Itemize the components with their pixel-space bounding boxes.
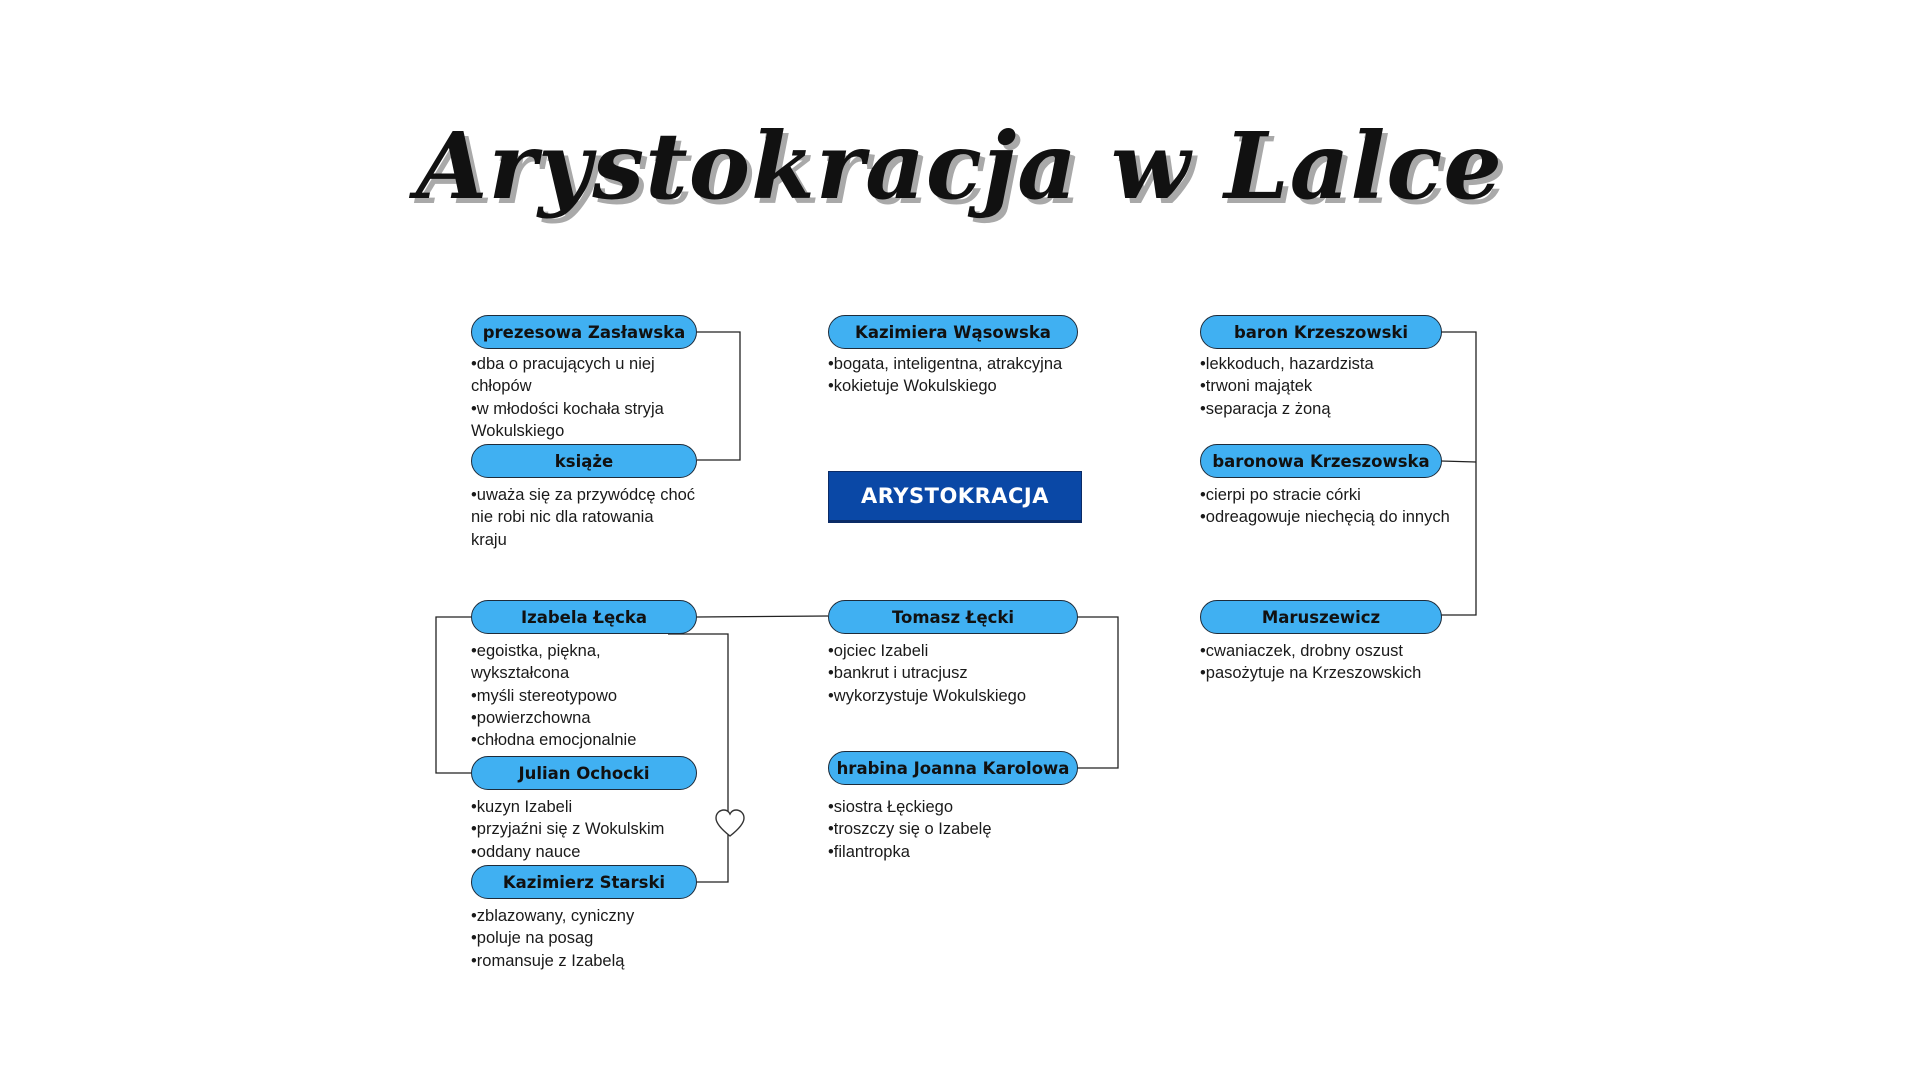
desc-baronowa <box>1200 484 1450 529</box>
desc-ochocki <box>471 796 664 863</box>
center-box-arystokracja: ARYSTOKRACJA <box>828 471 1082 523</box>
desc-line: •bankrut i utracjusz <box>828 664 968 683</box>
connector-baron-maruszewicz <box>1441 332 1476 615</box>
desc-tomasz <box>828 640 1026 707</box>
pill-zaslawska: prezesowa Zasławska <box>471 315 697 349</box>
connector-baronowa <box>1441 461 1476 462</box>
desc-line: •lekkoduch, hazardzista <box>1200 355 1374 373</box>
desc-baron <box>1200 353 1374 420</box>
desc-line: •w młodości kochała stryja <box>471 399 664 418</box>
desc-line: •cierpi po stracie córki <box>1200 486 1361 504</box>
pill-joanna: hrabina Joanna Karolowa <box>828 751 1078 785</box>
desc-line: •odreagowuje niechęcią do innych <box>1200 508 1450 527</box>
desc-line: •siostra Łęckiego <box>828 798 954 816</box>
pill-maruszewicz: Maruszewicz <box>1200 600 1442 634</box>
heart-icon <box>716 810 744 836</box>
desc-line: •poluje na posag <box>471 929 594 948</box>
desc-zaslawska <box>471 353 664 442</box>
connector-izabela-tomasz <box>697 616 828 617</box>
pill-tomasz: Tomasz Łęcki <box>828 600 1078 634</box>
desc-line: •wykorzystuje Wokulskiego <box>828 686 1027 705</box>
connector-tomasz-joanna <box>1076 617 1118 768</box>
desc-wasowska <box>828 353 1062 398</box>
desc-line: •kuzyn Izabeli <box>471 798 573 816</box>
desc-line: •filantropka <box>828 842 910 861</box>
desc-line: •troszczy się o Izabelę <box>828 820 992 839</box>
desc-line: •romansuje z Izabelą <box>471 951 625 970</box>
desc-line: •chłodna emocjonalnie <box>471 731 637 750</box>
desc-maruszewicz <box>1200 640 1421 685</box>
desc-line: •dba o pracujących u niej <box>471 355 655 373</box>
desc-line: •egoistka, piękna, <box>471 642 601 660</box>
connector-izabela-ochocki <box>436 617 471 773</box>
pill-wasowska: Kazimiera Wąsowska <box>828 315 1078 349</box>
connector-zaslawska-ksiaze <box>697 332 740 460</box>
desc-line: •zblazowany, cyniczny <box>471 907 635 925</box>
desc-line: •trwoni majątek <box>1200 377 1313 396</box>
desc-line: •bogata, inteligentna, atrakcyjna <box>828 355 1063 373</box>
desc-line: •uważa się za przywódcę choć <box>471 486 696 504</box>
desc-line: nie robi nic dla ratowania <box>471 508 654 527</box>
pill-ksiaze: książe <box>471 444 697 478</box>
desc-line: •kokietuje Wokulskiego <box>828 377 997 396</box>
desc-line: •separacja z żoną <box>1200 399 1331 418</box>
desc-line: kraju <box>471 530 507 549</box>
desc-line: •oddany nauce <box>471 842 581 861</box>
pill-baron: baron Krzeszowski <box>1200 315 1442 349</box>
pill-starski: Kazimierz Starski <box>471 865 697 899</box>
pill-baronowa: baronowa Krzeszowska <box>1200 444 1442 478</box>
desc-joanna <box>828 796 992 863</box>
desc-line: •przyjaźni się z Wokulskim <box>471 820 665 839</box>
pill-izabela: Izabela Łęcka <box>471 600 697 634</box>
desc-line: wykształcona <box>471 664 570 683</box>
desc-ksiaze <box>471 484 695 551</box>
desc-line: Wokulskiego <box>471 421 565 440</box>
page-title: Arystokracja w Lalce <box>416 112 1503 220</box>
desc-izabela <box>471 640 636 751</box>
desc-line: •cwaniaczek, drobny oszust <box>1200 642 1403 660</box>
desc-line: •powierzchowna <box>471 708 591 727</box>
desc-line: •pasożytuje na Krzeszowskich <box>1200 664 1422 683</box>
desc-line: chłopów <box>471 377 532 396</box>
desc-line: •ojciec Izabeli <box>828 642 929 660</box>
desc-starski <box>471 905 634 972</box>
pill-ochocki: Julian Ochocki <box>471 756 697 790</box>
desc-line: •myśli stereotypowo <box>471 686 618 705</box>
